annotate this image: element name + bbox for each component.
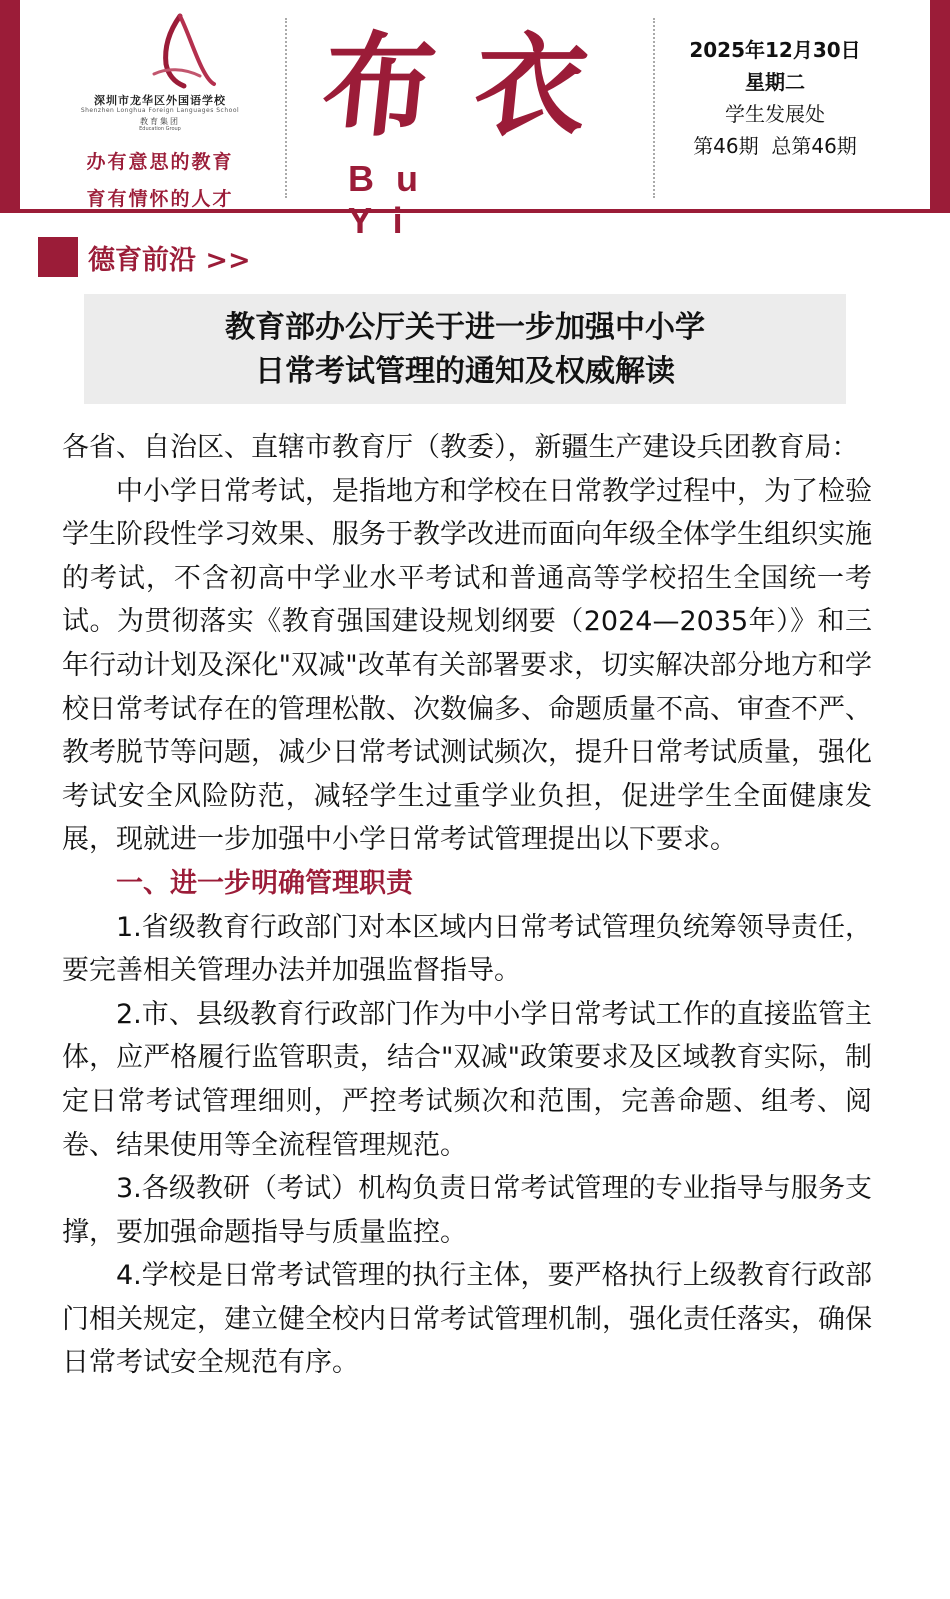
article-title-line-1: 教育部办公厅关于进一步加强中小学 [225,310,705,345]
intro-paragraph: 中小学日常考试，是指地方和学校在日常教学过程中，为了检验学生阶段性学习效果、服务于教学改进而面向年级全体学生组织实施的考试，不含初高中学业水平考试和普通高等学校招生全国统一考试。为贯彻落实《教育强国建设规划纲要（2024—2035年）》和三年行动计划及深化"双减"改革有关部署要求，切实解决部分地方和学校日常考试存在的管理松散、次数偏多、命题质量不高、审查不严、教考脱节等问题，减少日常考试测试频次，提升日常考试质量，强化考试安全风险防范，减轻学生过重学业负担，促进学生全面健康发展，现就进一步加强中小学日常考试管理提出以下要求。 [62,475,872,856]
salutation: 各省、自治区、直辖市教育厅（教委），新疆生产建设兵团教育局： [62,432,859,463]
group-name: 教育集团 [140,117,180,126]
group-name-en: Education Group [139,126,181,132]
issue-number: 第46期 总第46期 [693,134,857,158]
school-name-en: Shenzhen Longhua Foreign Languages School [80,107,240,114]
masthead [300,12,650,241]
section-label: 德育前沿 >> [88,244,251,276]
list-item: 4.学校是日常考试管理的执行主体，要严格执行上级教育行政部门相关规定，建立健全校内日常考试管理机制，强化责任落实，确保日常考试安全规范有序。 [62,1260,872,1379]
masthead-subtitle: Bu Yi [348,158,440,241]
article-title-line-2: 日常考试管理的通知及权威解读 [255,354,675,389]
masthead-title: 布衣 [316,21,634,152]
header-divider-left [285,18,287,198]
section-heading-1: 一、进一步明确管理职责 [116,867,413,899]
list-item: 3.各级教研（考试）机构负责日常考试管理的专业指导与服务支撑，要加强命题指导与质量监控。 [62,1173,872,1248]
issue-info [660,34,890,162]
issue-date: 2025年12月30日 [689,38,861,62]
article-body [62,426,872,1385]
section-square-icon [38,237,78,277]
list-item: 1.省级教育行政部门对本区域内日常考试管理负统筹领导责任，要完善相关管理办法并加强监督指导。 [62,911,872,987]
left-header-bar [0,0,20,212]
school-logo-block [30,12,290,210]
list-item: 2.市、县级教育行政部门作为中小学日常考试工作的直接监管主体，应严格履行监管职责，结合"双减"政策要求及区域教育实际，制定日常考试管理细则，严控考试频次和范围，完善命题、组考、阅卷、结果使用等全流程管理规范。 [62,998,872,1161]
school-name: 深圳市龙华区外国语学校 [94,94,226,107]
article-title-box [84,294,846,404]
issue-weekday: 星期二 [745,70,805,94]
right-header-bar [930,0,950,212]
section-tag [38,236,251,278]
motto-line-2: 育有情怀的人才 [86,188,234,210]
school-logo-icon [140,12,220,92]
motto-line-1: 办有意思的教育 [86,151,234,173]
issue-department: 学生发展处 [725,102,825,126]
